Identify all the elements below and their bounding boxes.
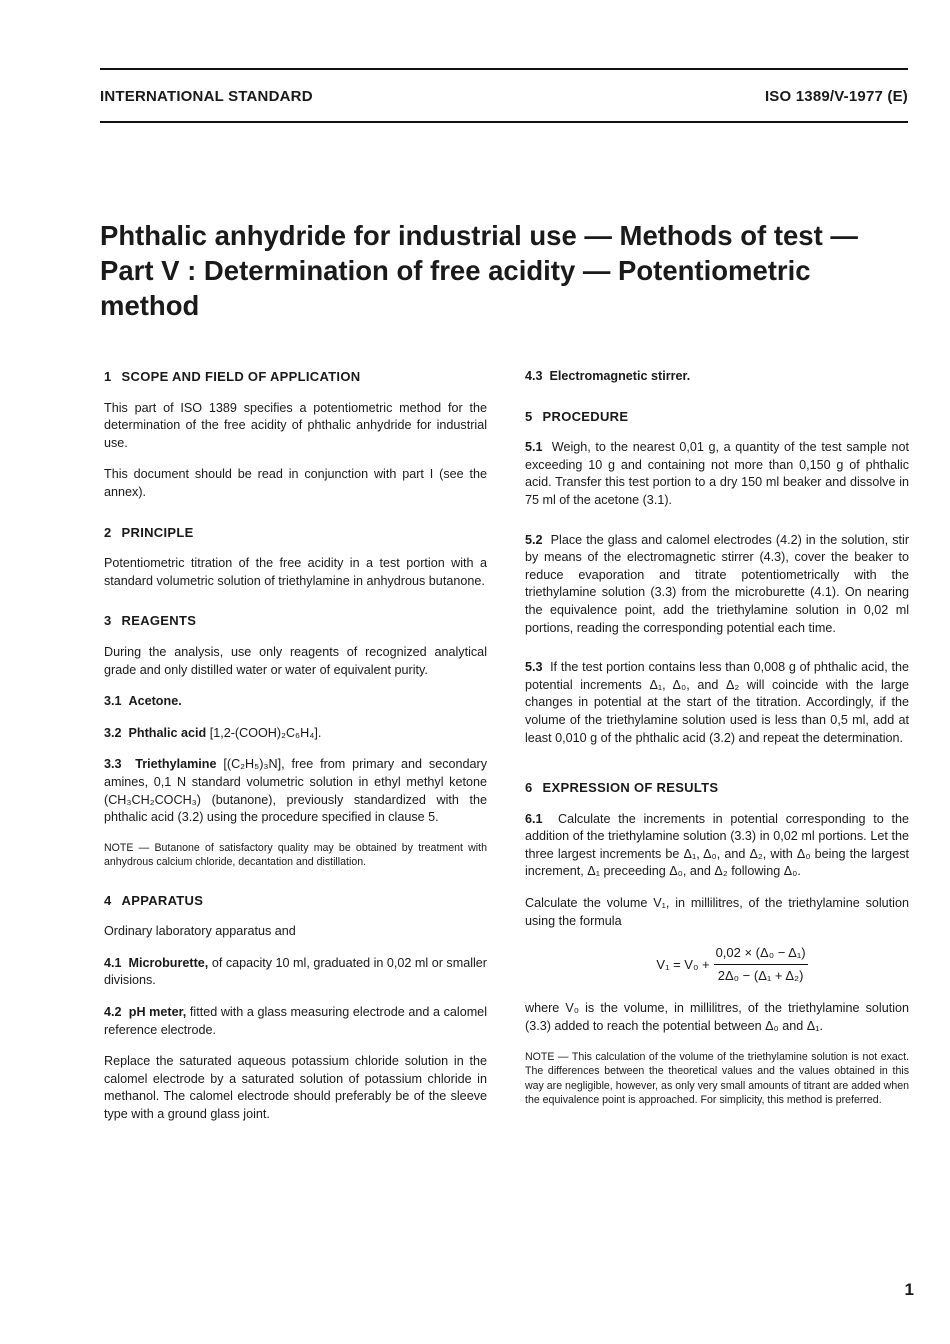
section-5-heading: 5 PROCEDURE xyxy=(525,408,629,424)
apparatus-4-1: 4.1 Microburette, of capacity 10 ml, graduated in 0,02 ml or smaller divisions. xyxy=(104,955,487,988)
results-where-clause: where V₀ is the volume, in millilitres, of the triethylamine solution (3.3) added to reach the potential between Δ₀ and Δ₁. xyxy=(525,1001,909,1034)
section-3-heading: 3 REAGENTS xyxy=(104,613,197,629)
formula-lhs: V₁ = V₀ + xyxy=(656,956,710,972)
section-3-note: NOTE — Butanone of satisfactory quality may be obtained by treatment with anhydrous calcium chloride, decantation and distillation. xyxy=(104,841,487,869)
page-title xyxy=(100,218,880,323)
reagent-3-3: 3.3 Triethylamine [(C₂H₅)₃N], free from primary and secondary amines, 0,1 N standard volumetric solution in ethyl methyl ketone (CH₃CH₂COCH₃) (butanone), previously standardized with the phthalic acid (3.2) using the procedure specified in clause 5. xyxy=(104,757,488,825)
reagent-3-2: 3.2 Phthalic acid [1,2-(COOH)₂C₆H₄]. xyxy=(104,725,322,740)
section-4-paragraph: Ordinary laboratory apparatus and xyxy=(104,924,296,939)
reagent-3-1: 3.1 Acetone. xyxy=(104,694,182,709)
header-standard-label: INTERNATIONAL STANDARD xyxy=(100,88,313,105)
section-2-heading: 2 PRINCIPLE xyxy=(104,524,194,540)
left-column xyxy=(104,368,487,1138)
header-top-rule xyxy=(100,68,908,70)
formula-denominator: 2Δ₀ − (Δ₁ + Δ₂) xyxy=(717,967,804,983)
apparatus-4-2: 4.2 pH meter, fitted with a glass measuring electrode and a calomel reference electrode. xyxy=(104,1005,487,1037)
formula-fraction xyxy=(714,944,808,984)
section-2-paragraph: Potentiometric titration of the free acidity in a test portion with a standard volumetric solution of triethylamine in anhydrous butanone. xyxy=(104,556,487,588)
title-line-2: Part V : Determination of free acidity — Potentiometric xyxy=(100,255,811,286)
section-1-paragraph-2: This document should be read in conjunction with part I (see the annex). xyxy=(104,467,487,499)
formula-numerator: 0,02 × (Δ₀ − Δ₁) xyxy=(714,944,808,965)
page-number: 1 xyxy=(904,1280,914,1299)
title-line-1: Phthalic anhydride for industrial use — Methods of test — xyxy=(100,220,858,251)
volume-formula xyxy=(555,944,909,984)
section-1-heading: 1 SCOPE AND FIELD OF APPLICATION xyxy=(104,369,361,384)
procedure-5-2: 5.2 Place the glass and calomel electrodes (4.2) in the solution, stir by means of the electromagnetic stirrer (4.3), cover the beaker to reduce evaporation and titrate potentiometrically with the triethylamine solution (3.3) from the microburette (4.1). On nearing the equivalence point, add the triethylamine solution in 0,02 ml portions, reading the corresponding potential each time. xyxy=(525,532,910,635)
results-6-1: 6.1 Calculate the increments in potential corresponding to the addition of the triethylamine solution (3.3) in 0,02 ml portions. Let the three largest increments be Δ₁, Δ₀, and Δ₂, with Δ₀ being the largest increment, Δ₁ preceeding Δ₀, and Δ₂ following Δ₀. xyxy=(525,811,909,879)
header-document-id: ISO 1389/V-1977 (E) xyxy=(764,88,908,105)
header-bottom-rule xyxy=(100,121,908,123)
procedure-5-3: 5.3 If the test portion contains less than 0,008 g of phthalic acid, the potential increments Δ₁, Δ₀, and Δ₂ will coincide with the large changes in potential at the start of the titration. Accordingly, if the volume of the triethylamine solution used is less than 0,5 ml, add at least 0,010 g of the phthalic acid (3.2) and repeat the determination. xyxy=(525,660,909,745)
apparatus-4-2-detail: Replace the saturated aqueous potassium chloride solution in the calomel electrode by a saturated solution of potassium chloride in methanol. The calomel electrode should preferably be of the sleeve type with a ground glass joint. xyxy=(104,1054,487,1122)
results-note: NOTE — This calculation of the volume of the triethylamine solution is not exact. The differences between the theoretical values and the values obtained in this way are negligible, however, as only very small amounts of titrant are added when the equivalence point is approached. For simplicity, this method is preferred. xyxy=(525,1050,909,1107)
apparatus-4-3: 4.3 Electromagnetic stirrer. xyxy=(525,369,691,383)
title-line-3: method xyxy=(100,290,200,321)
right-column xyxy=(525,368,909,1122)
section-4-heading: 4 APPARATUS xyxy=(104,892,204,908)
section-1-paragraph-1: This part of ISO 1389 specifies a potentiometric method for the determination of the free acidity of phthalic anhydride for industrial use. xyxy=(104,400,487,450)
section-6-heading: 6 EXPRESSION OF RESULTS xyxy=(525,780,719,796)
procedure-5-1: 5.1 Weigh, to the nearest 0,01 g, a quantity of the test sample not exceeding 10 g and containing not more than 0,150 g of phthalic acid. Transfer this test portion to a dry 150 ml beaker and dissolve in 75 ml of the acetone (3.1). xyxy=(525,440,909,507)
results-formula-intro: Calculate the volume V₁, in millilitres, of the triethylamine solution using the formula xyxy=(525,896,909,928)
section-3-paragraph: During the analysis, use only reagents of recognized analytical grade and only distilled water or water of equivalent purity. xyxy=(104,644,487,677)
